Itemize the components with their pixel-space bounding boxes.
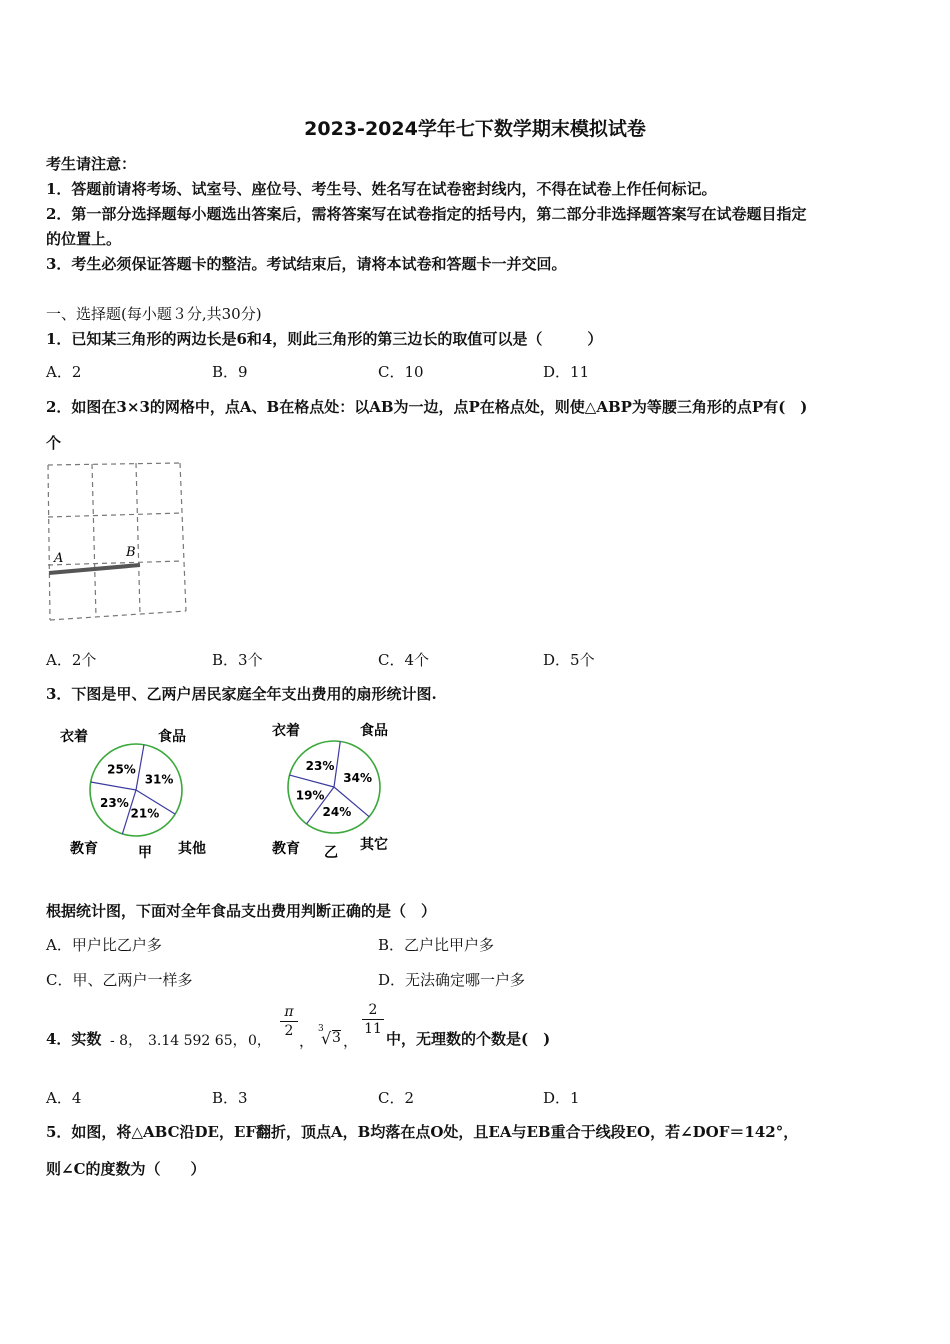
root-index: 3 <box>318 1024 324 1034</box>
question-4-prefix: 4．实数 <box>46 1030 102 1048</box>
grid-line <box>136 463 140 614</box>
notice-item: 1．答题前请将考场、试室号、座位号、考生号、姓名写在试卷密封线内，不得在试卷上作任何标记。 <box>46 180 717 198</box>
q4-option-c: C．2 <box>378 1089 415 1107</box>
pie-category-label: 教育 <box>70 841 98 857</box>
grid-line <box>48 513 182 517</box>
notice-item: 的位置上。 <box>46 230 122 248</box>
notice-item: 2．第一部分选择题每小题选出答案后，需将答案写在试卷指定的括号内，第二部分非选择题答案写在试卷题目指定 <box>46 205 807 223</box>
q1-option-b: B．9 <box>212 363 248 381</box>
pie-value-label: 23% <box>100 796 129 811</box>
number-314: 3.14 592 65， <box>148 1033 247 1049</box>
q2-option-b: B．3个 <box>212 651 263 669</box>
pie-value-label: 24% <box>322 805 352 820</box>
question-5-stem: 5．如图，将△ABC沿DE，EF翻折，顶点A，B均落在点O处，且EA与EB重合于线段EO，若∠DOF＝142°， <box>46 1123 799 1141</box>
fraction-pi-over-2 <box>280 1004 298 1039</box>
radicand: 3 <box>332 1030 341 1046</box>
page-title: 2023-2024学年七下数学期末模拟试卷 <box>304 118 646 140</box>
q4-option-b: B．3 <box>212 1089 248 1107</box>
number-neg8: - 8， <box>110 1033 143 1049</box>
q3-option-d: D．无法确定哪一户多 <box>378 971 526 989</box>
q4-option-d: D．1 <box>543 1089 580 1107</box>
pie-category-label: 教育 <box>272 841 300 857</box>
q3-option-a: A．甲户比乙户多 <box>46 936 162 954</box>
separator: ， <box>299 1032 315 1050</box>
q1-option-c: C．10 <box>378 363 424 381</box>
point-b-label: B <box>126 545 136 560</box>
pie-charts <box>40 715 440 865</box>
pie-category-label: 衣着 <box>60 729 88 745</box>
pie-value-label: 23% <box>305 758 335 773</box>
fraction-numerator: π <box>284 1004 294 1020</box>
question-2-stem: 2．如图在3×3的网格中，点A、B在格点处：以AB为一边，点P在格点处，则使△ABP为等腰三角形的点P有( ) <box>46 398 808 416</box>
question-5-stem-cont: 则∠C的度数为（ ） <box>46 1160 206 1178</box>
grid-figure <box>40 455 190 630</box>
fraction-numerator: 2 <box>368 1002 378 1018</box>
grid-line <box>180 463 186 611</box>
q1-option-d: D．11 <box>543 363 590 381</box>
q4-option-a: A．4 <box>46 1089 82 1107</box>
point-a-label: A <box>54 551 64 566</box>
pie-value-label: 31% <box>144 772 174 787</box>
pie-slice-衣着 <box>91 782 136 790</box>
pie-title: 甲 <box>138 845 152 861</box>
pie-value-label: 21% <box>130 806 160 821</box>
q1-option-a: A．2 <box>46 363 82 381</box>
pie-category-label: 其他 <box>178 841 206 857</box>
section-heading: 一、选择题(每小题３分,共30分) <box>46 305 262 323</box>
pie-category-label: 食品 <box>158 729 186 745</box>
separator: ， <box>343 1032 359 1050</box>
pie-slice-食品 <box>136 745 144 790</box>
question-4-suffix: 中，无理数的个数是( ) <box>386 1030 551 1048</box>
question-2-stem-cont: 个 <box>46 434 62 452</box>
pie-category-label: 其它 <box>360 837 388 853</box>
q3-option-c: C．甲、乙两户一样多 <box>46 971 193 989</box>
fraction-2-over-11 <box>362 1002 384 1037</box>
pie-title: 乙 <box>324 845 338 861</box>
pie-category-label: 食品 <box>360 723 388 739</box>
question-3-ask: 根据统计图，下面对全年食品支出费用判断正确的是（ ） <box>46 902 437 920</box>
grid-line <box>48 561 183 565</box>
number-zero: 0， <box>248 1033 271 1049</box>
grid-line <box>48 463 180 465</box>
notice-item: 3．考生必须保证答题卡的整洁。考试结束后，请将本试卷和答题卡一并交回。 <box>46 255 567 273</box>
pie-slice-食品 <box>334 741 340 787</box>
question-3-stem: 3．下图是甲、乙两户居民家庭全年支出费用的扇形统计图. <box>46 685 437 703</box>
pie-slice-衣着 <box>290 775 334 787</box>
q3-option-b: B．乙户比甲户多 <box>378 936 495 954</box>
q2-option-a: A．2个 <box>46 651 97 669</box>
question-1-stem: 1．已知某三角形的两边长是6和4，则此三角形的第三边长的取值可以是（ ） <box>46 330 603 348</box>
notice-heading: 考生请注意： <box>46 155 137 173</box>
pie-category-label: 衣着 <box>272 723 300 739</box>
fraction-denominator: 2 <box>284 1023 294 1039</box>
grid-line <box>92 464 96 617</box>
pie-value-label: 19% <box>295 788 325 803</box>
pie-value-label: 34% <box>343 770 372 785</box>
grid-line <box>50 611 186 620</box>
grid-line <box>48 465 50 620</box>
radical-sign-icon: √ <box>321 1029 332 1048</box>
fraction-denominator: 11 <box>364 1021 382 1037</box>
q2-option-d: D．5个 <box>543 651 595 669</box>
q2-option-c: C．4个 <box>378 651 430 669</box>
pie-value-label: 25% <box>107 762 136 777</box>
